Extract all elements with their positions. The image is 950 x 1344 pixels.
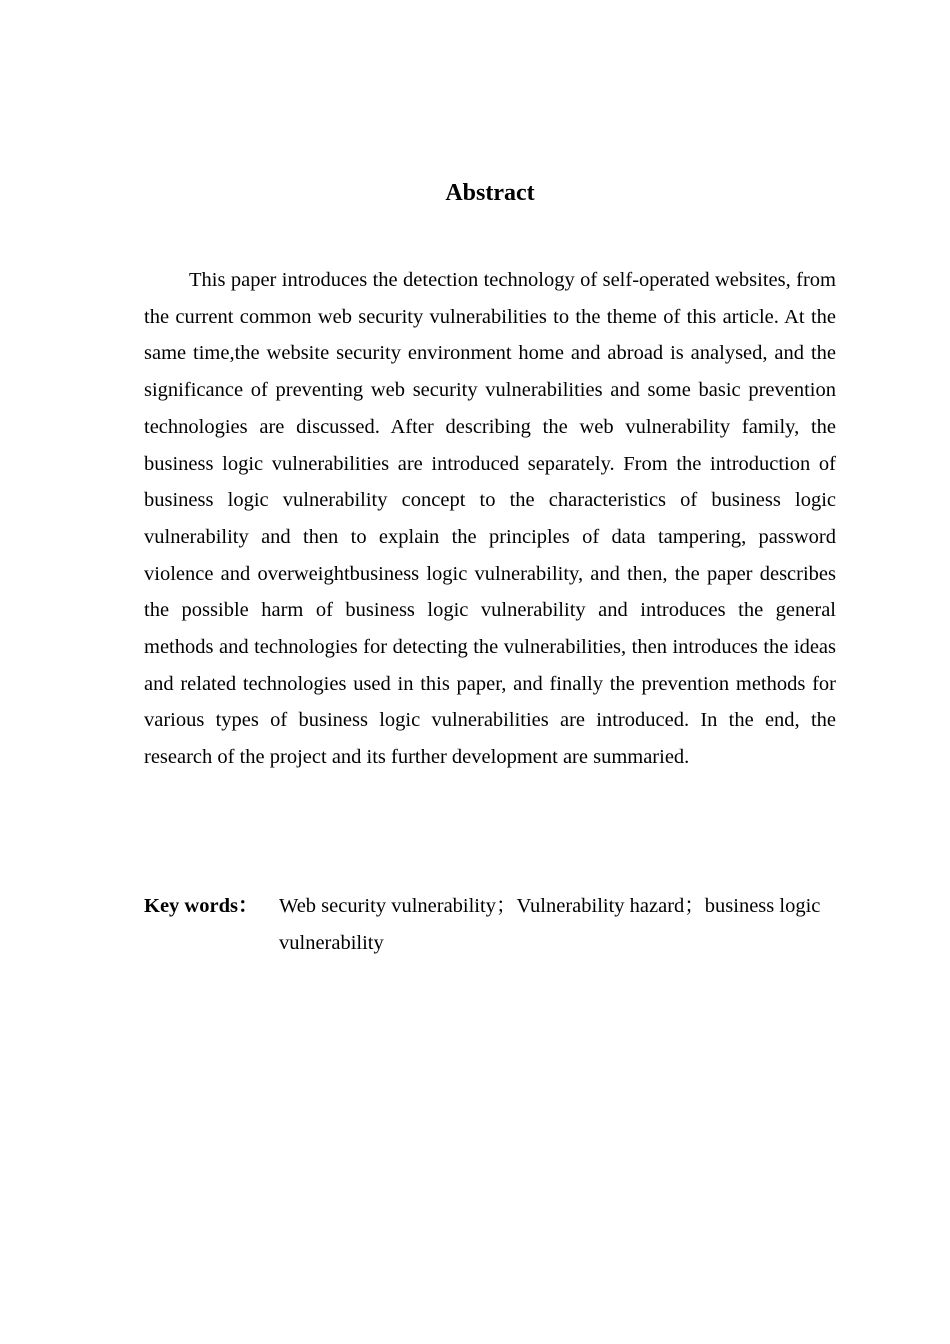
abstract-title: Abstract — [445, 180, 535, 206]
abstract-body: This paper introduces the detection technology of self-operated websites, from the current common web security vulnerabilities to the theme of this article. At the same time,the website security environment home and abroad is analysed, and the significance of preventing web security vulnerabilities and some basic prevention technologies are discussed. After describing the web vulnerability family, the business logic vulnerabilities are introduced separately. From the introduction of business logic vulnerability concept to the characteristics of business logic vulnerability and then to explain the principles of data tampering, password violence and overweightbusiness logic vulnerability, and then, the paper describes the possible harm of business logic vulnerability and introduces the general methods and technologies for detecting the vulnerabilities, then introduces the ideas and related technologies used in this paper, and finally the prevention methods for various types of business logic vulnerabilities are introduced. In the end, the research of the project and its further development are summaried. — [144, 269, 836, 769]
keywords-label: Key words： — [144, 895, 259, 917]
keywords-section — [144, 888, 844, 962]
keywords-list: Web security vulnerability；Vulnerability hazard；business logic vulnerability — [279, 895, 821, 954]
